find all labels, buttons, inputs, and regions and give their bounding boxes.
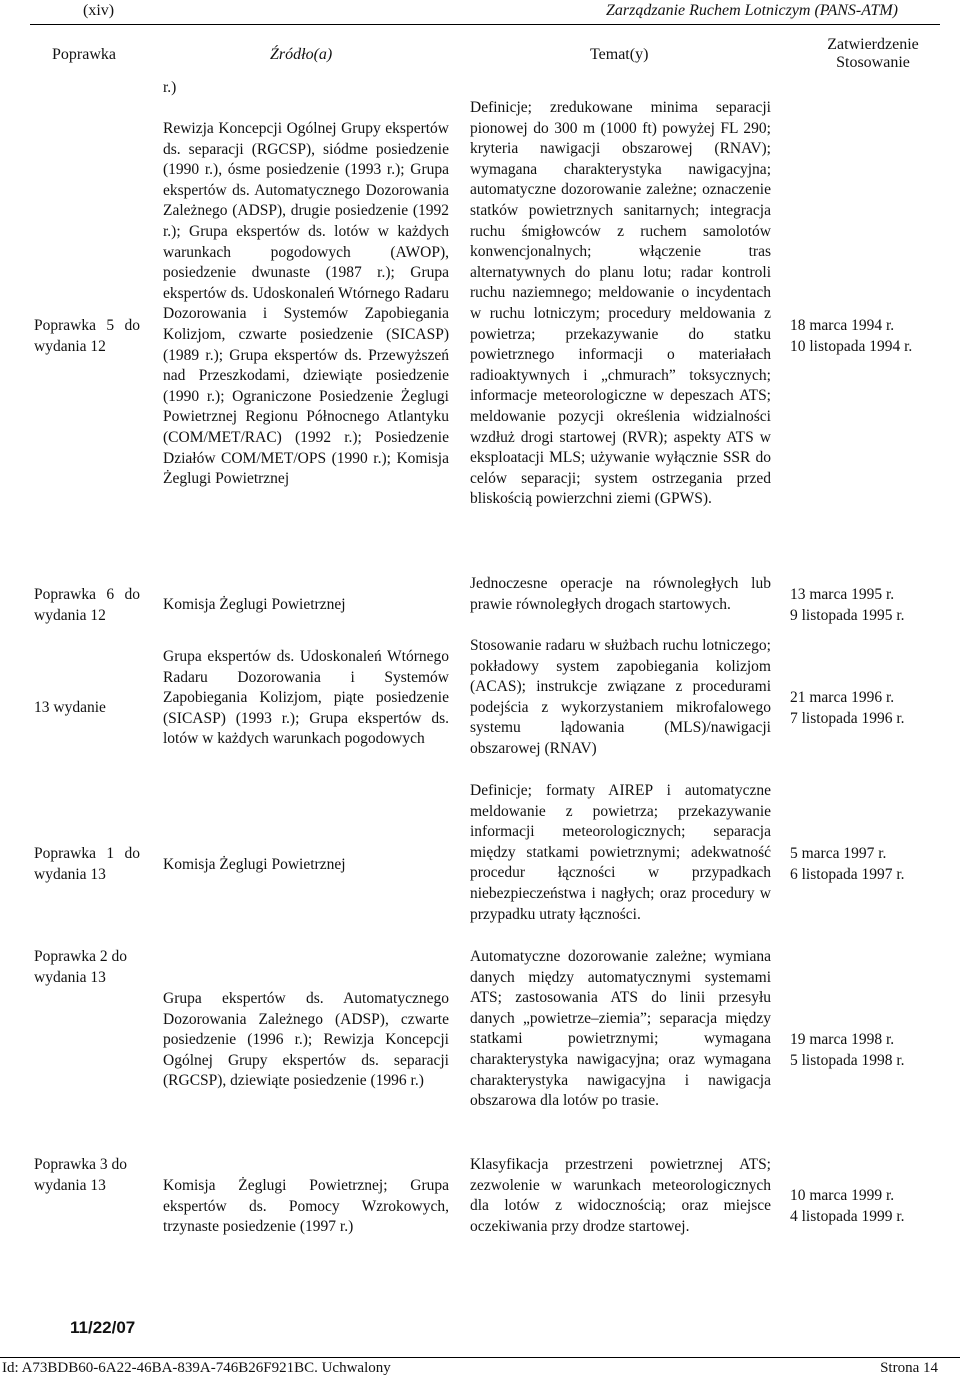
approval-date: 5 marca 1997 r. — [790, 845, 887, 862]
column-header-subject: Temat(y) — [590, 46, 649, 63]
applicability-date: 7 listopada 1996 r. — [790, 709, 905, 727]
dates-cell — [790, 844, 950, 885]
source-cell: Komisja Żeglugi Powietrznej — [163, 856, 346, 873]
source-cell: Komisja Żeglugi Powietrznej; Grupa ekspertów ds. Pomocy Wzrokowych, trzynaste posiedzenie (1997 r.) — [163, 1177, 449, 1236]
source-cell: Grupa ekspertów ds. Udoskonaleń Wtórnego Radaru Dozorowania i Systemów Zapobiegania Kolizjom, piąte posiedzenie (SICASP) (1993 r.); Grupa ekspertów ds. lotów w każdych warunkach pogodowych — [163, 648, 449, 748]
approval-date: 18 marca 1994 r. — [790, 317, 895, 334]
dates-cell — [790, 1030, 950, 1071]
header-rule — [30, 24, 940, 25]
applicability-date: 10 listopada 1994 r. — [790, 337, 913, 355]
document-id: Id: A73BDB60-6A22-46BA-839A-746B26F921BC. Uchwalony — [2, 1360, 391, 1376]
amendment-cell: Poprawka 2 do wydania 13 — [34, 948, 127, 986]
subject-cell: Jednoczesne operacje na równoległych lub prawie równoległych drogach startowych. — [470, 575, 771, 613]
dates-cell — [790, 585, 950, 626]
subject-cell: Automatyczne dozorowanie zależne; wymiana danych między automatycznymi systemami ATS; zastosowania ATS do linii przesyłu danych „powietrze–ziemia”; separacja między statkami powietrznymi; wymagana charakterystyka nawigacyjna; oraz wymagana charakterystyka nawigacyjna i nawigacja obszarowa dla lotów po trasie. — [470, 948, 771, 1110]
subject-cell: Definicje; zredukowane minima separacji pionowej do 300 m (1000 ft) powyżej FL 290; kryteria nawigacji obszarowej (RNAV); wymagana charakterystyka nawigacyjna; automatyczne dozorowanie zależne; oznaczenie statków powietrznych sanitarnych; integracja ruchu śmigłowców z ruchem samolotów konwencjonalnych; włączenie tras alternatywnych do planu lotu; radar kontroli ruchu naziemnego; meldowanie o incydentach w ruchu lotniczym; procedury meldowania z powietrza; przekazywanie do statku powietrznego informacji o materiałach radioaktywnych i „chmurach” toksycznych; informacje meteorologiczne w depeszach ATS; meldowanie pozycji określenia widzialności wzdłuż drogi startowej (RVR); aspekty ATS w eksploatacji MLS; używanie wyłącznie SSR do celów separacji; system ostrzegania przed bliskością powierzchni ziemi (GPWS). — [470, 99, 771, 508]
page-number-roman: (xiv) — [83, 2, 115, 19]
amendment-cell: Poprawka 1 do wydania 13 — [34, 845, 140, 883]
dates-cell — [790, 1186, 950, 1227]
column-header-approval-line2: Stosowanie — [836, 54, 910, 71]
approval-date: 13 marca 1995 r. — [790, 586, 895, 603]
dates-cell — [790, 316, 950, 357]
applicability-date: 5 listopada 1998 r. — [790, 1051, 905, 1069]
subject-cell: Definicje; formaty AIREP i automatyczne meldowanie z powietrza; przekazywanie informacji meteorologicznych; separacja między statkami powietrznymi; adekwatność procedur łączności w przypadkach niebezpieczeństwa i nagłych; oraz procedury w przypadku utraty łączności. — [470, 782, 771, 923]
column-header-source: Źródło(a) — [270, 46, 333, 63]
applicability-date: 4 listopada 1999 r. — [790, 1207, 905, 1225]
amendment-cell: Poprawka 6 do wydania 12 — [34, 586, 140, 624]
print-date: 11/22/07 — [70, 1318, 136, 1337]
approval-date: 19 marca 1998 r. — [790, 1031, 895, 1048]
footer-rule — [0, 1357, 960, 1358]
dates-cell — [790, 688, 950, 729]
approval-date: 10 marca 1999 r. — [790, 1187, 895, 1204]
document-title: Zarządzanie Ruchem Lotniczym (PANS-ATM) — [606, 2, 898, 19]
column-header-amendment: Poprawka — [52, 46, 116, 63]
source-cell: Rewizja Koncepcji Ogólnej Grupy ekspertów ds. separacji (RGCSP), siódme posiedzenie (1990 r.), ósme posiedzenie (1993 r.); Grupa ekspertów ds. Automatycznego Dozorowania Zależnego (ADSP), drugie posiedzenie (1992 r.); Grupa ekspertów ds. lotów w każdych warunkach pogodowych (AWOP), posiedzenie dwunaste (1987 r.); Grupa ekspertów ds. Udoskonaleń Wtórnego Radaru Dozorowania i Systemów Zapobiegania Kolizjom, czwarte posiedzenie (SICASP) (1989 r.); Grupa ekspertów ds. Przewyższeń nad Przeszkodami, dziewiąte posiedzenie (1990 r.); Ograniczone Posiedzenie Żeglugi Powietrznej Regionu Północnego Atlantyku (COM/MET/RAC) (1992 r.); Posiedzenie Działów COM/MET/OPS (1990 r.); Komisja Żeglugi Powietrznej — [163, 120, 449, 488]
source-cell: Grupa ekspertów ds. Automatycznego Dozorowania Zależnego (ADSP), czwarte posiedzenie (1996 r.); Rewizja Koncepcji Ogólnej Grupy ekspertów ds. separacji (RGCSP), dziewiąte posiedzenie (1996 r.) — [163, 990, 449, 1090]
subject-cell: Klasyfikacja przestrzeni powietrznej ATS; zezwolenie w warunkach meteorologicznych dla lotów z widocznością; oraz miejsce oczekiwania przy drodze startowej. — [470, 1156, 771, 1235]
source-cell: Komisja Żeglugi Powietrznej — [163, 596, 346, 613]
subject-cell: Stosowanie radaru w służbach ruchu lotniczego; pokładowy system zapobiegania kolizjom (ACAS); instrukcje związane z procedurami podejścia z wykorzystaniem mikrofalowego systemu lądowania (MLS)/nawigacji obszarowej (RNAV) — [470, 637, 771, 757]
column-header-approval — [818, 36, 928, 72]
amendment-cell: 13 wydanie — [34, 699, 106, 716]
column-header-approval-line1: Zatwierdzenie — [827, 36, 919, 53]
amendment-cell: Poprawka 5 do wydania 12 — [34, 317, 140, 355]
applicability-date: 9 listopada 1995 r. — [790, 606, 905, 624]
applicability-date: 6 listopada 1997 r. — [790, 865, 905, 883]
page-number: Strona 14 — [880, 1360, 938, 1376]
approval-date: 21 marca 1996 r. — [790, 689, 895, 706]
source-cell-continuation: r.) — [163, 79, 177, 96]
amendment-cell: Poprawka 3 do wydania 13 — [34, 1156, 127, 1194]
